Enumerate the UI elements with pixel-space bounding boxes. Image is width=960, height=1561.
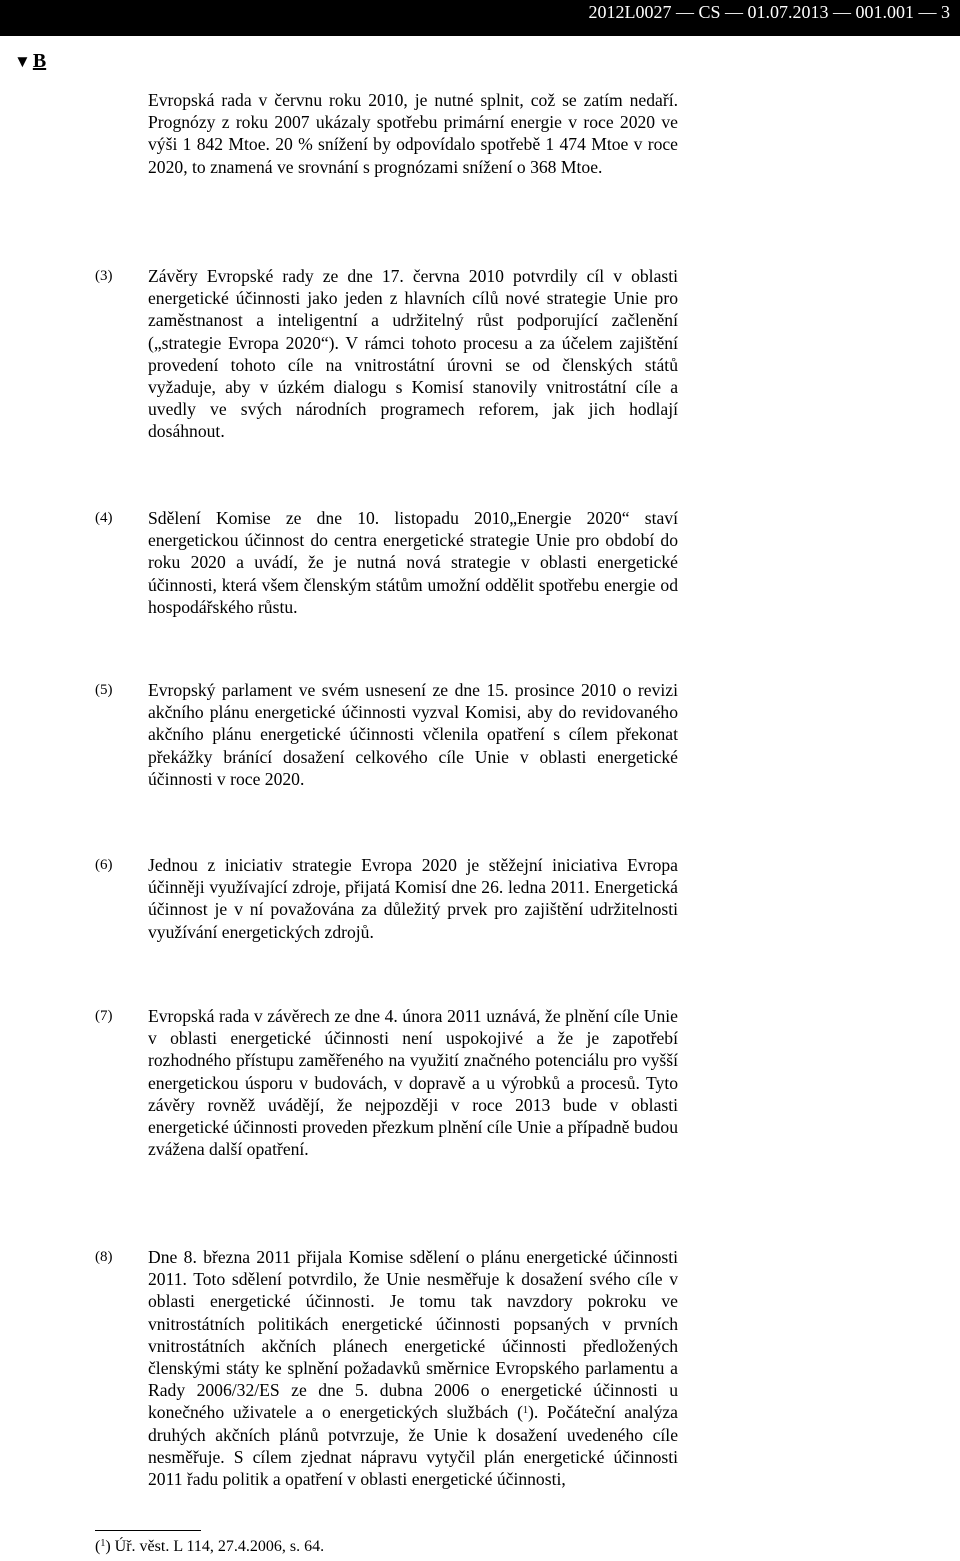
document-reference: 2012L0027 — CS — 01.07.2013 — 001.001 — 3: [588, 2, 950, 22]
recital-number-6: (6): [95, 857, 113, 873]
recital-4-text: Sdělení Komise ze dne 10. listopadu 2010„Energie 2020“ staví energetickou účinnost do centra energetické strategie Unie pro období do roku 2020 a uvádí, že je nutná nová strategie v oblasti energetické účinnosti, která všem členským státům umožní oddělit spotřebu energie od hospodářského růstu.: [148, 508, 678, 617]
recital-5-text: Evropský parlament ve svém usnesení ze dne 15. prosince 2010 o revizi akčního plánu energetické účinnosti vyzval Komisi, aby do revidovaného akčního plánu energetické účinnosti včlenila opatření s cílem překonat překážky bránící dosažení celkového cíle Unie v oblasti energetické účinnosti v roce 2020.: [148, 680, 678, 789]
recital-number-4: (4): [95, 510, 113, 526]
recital-7-text: Evropská rada v závěrech ze dne 4. února 2011 uznává, že plnění cíle Unie v oblasti energetické účinnosti není uspokojivé a že je zapotřebí rozhodného přístupu zaměřeného na využití značného potenciálu pro vyšší energetickou úsporu v budovách, v dopravě a u výrobků a procesů. Tyto závěry rovněž uvádějí, že nejpozději v roce 2013 bude v oblasti energetické účinnosti proveden přezkum plnění cíle Unie a případně budou zvážena další opatření.: [148, 1006, 678, 1160]
footnote-open-paren: (: [95, 1538, 101, 1555]
recital-8-text-part2: ). Počáteční analýza druhých akčních plánů potvrzuje, že Unie k dosažení uvedeného cíle nesměřuje. S cílem zjednat nápravu vytyčil plán energetické účinnosti 2011 řadu politik a opatření v oblasti energetické účinnosti,: [148, 1402, 678, 1490]
recital-number-5: (5): [95, 682, 113, 698]
footnote-text: Úř. věst. L 114, 27.4.2006, s. 64.: [114, 1538, 325, 1555]
recital-6-text: Jednou z iniciativ strategie Evropa 2020 je stěžejní iniciativa Evropa účinněji využívající zdroje, přijatá Komisí dne 26. ledna 2011. Energetická účinnost je v ní považována za důležitý prvek pro zajištění udržitelnosti využívání energetických zdrojů.: [148, 855, 678, 942]
recital-8-text: [148, 1246, 678, 1490]
recital-number-3: (3): [95, 268, 113, 284]
footnote-divider: [95, 1530, 201, 1531]
recital-8-text-part1: Dne 8. března 2011 přijala Komise sdělení o plánu energetické účinnosti 2011. Toto sdělení potvrdilo, že Unie nesměřuje k dosažení svého cíle v oblasti energetické účinnosti. Je tomu tak navzdory pokroku ve vnitrostátních politikách energetické účinnosti popsaných v prvních vnitrostátních akčních plánech energetické účinnosti předložených členskými státy ke splnění požadavků směrnice Evropského parlamentu a Rady 2006/32/ES ze dne 5. dubna 2006 o energetické účinnosti u konečného uživatele a o energetických službách (: [148, 1247, 678, 1423]
recital-number-7: (7): [95, 1008, 113, 1024]
paragraph-continuation: Evropská rada v červnu roku 2010, je nutné splnit, což se zatím nedaří. Prognózy z roku 2007 ukázaly spotřebu primární energie v roce 2020 ve výši 1 842 Mtoe. 20 % snížení by odpovídalo spotřebě 1 474 Mtoe v roce 2020, to znamená ve srovnání s prognózami snížení o 368 Mtoe.: [148, 90, 678, 177]
footnote-number: 1: [100, 1538, 106, 1549]
recital-number-8: (8): [95, 1249, 113, 1265]
document-header-bar: [0, 0, 960, 36]
footnote-1: [95, 1538, 324, 1556]
triangle-down-icon: ▼: [14, 52, 31, 71]
amendment-marker-b: [14, 50, 46, 73]
marker-letter[interactable]: B: [32, 50, 47, 72]
footnote-close-paren: ): [105, 1538, 111, 1555]
recital-3-text: Závěry Evropské rady ze dne 17. června 2010 potvrdily cíl v oblasti energetické účinnosti jako jeden z hlavních cílů nové strategie Unie pro zaměstnanost a inteligentní a udržitelný růst podporující začlenění („strategie Evropa 2020“). V rámci tohoto procesu a za účelem zajištění provedení tohoto cíle na vnitrostátní úrovni se od členských států vyžaduje, aby v úzkém dialogu s Komisí stanovily vnitrostátní cíle a uvedly ve svých národních programech reforem, jak jich hodlají dosáhnout.: [148, 266, 678, 442]
footnote-ref-1[interactable]: 1: [522, 1405, 528, 1417]
